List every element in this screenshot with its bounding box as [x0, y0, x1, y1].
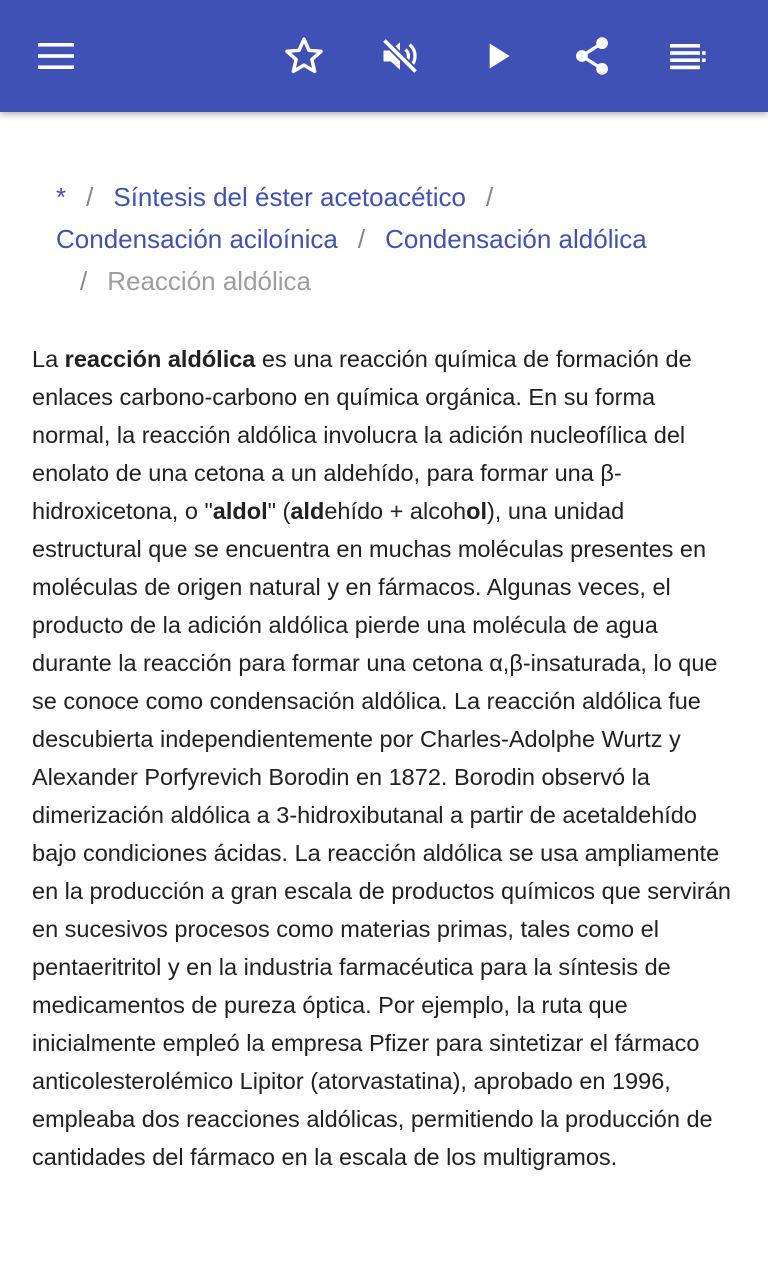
breadcrumb-separator: / — [86, 182, 94, 212]
breadcrumb-separator: / — [357, 224, 366, 254]
playlist-icon — [668, 36, 708, 76]
article-text: " ( — [267, 498, 291, 524]
share-icon — [570, 34, 614, 78]
breadcrumb-link-ester-synthesis[interactable]: Síntesis del éster acetoacético — [113, 182, 466, 212]
breadcrumb-line-1 — [56, 176, 736, 218]
article-body — [32, 340, 736, 1176]
article-bold-term: ald — [290, 498, 325, 524]
breadcrumb — [56, 176, 736, 302]
toc-button[interactable] — [656, 24, 720, 88]
breadcrumb-separator: / — [486, 182, 494, 212]
article-text: La — [32, 346, 65, 372]
breadcrumb-current: Reacción aldólica — [107, 266, 312, 296]
content-area — [0, 112, 768, 1280]
article-bold-term: ol — [466, 498, 487, 524]
breadcrumb-home-link[interactable]: * — [56, 182, 67, 212]
breadcrumb-link-aldol-condensation[interactable]: Condensación aldólica — [385, 224, 647, 254]
breadcrumb-link-acyloin[interactable]: Condensación aciloínica — [56, 224, 338, 254]
article-bold-term: reacción aldólica — [64, 346, 256, 372]
breadcrumb-line-2 — [56, 218, 736, 260]
app-bar — [0, 0, 768, 112]
play-icon — [478, 36, 518, 76]
article-text: es una reacción química de formación de enlaces carbono-carbono en química orgánica. En su forma normal, la reacción aldólica involucra la adición nucleofílica del enolato de una cetona a un aldehído, para formar una β-hidroxicetona, o " — [32, 346, 692, 524]
play-button[interactable] — [466, 24, 530, 88]
article-paragraph — [32, 340, 736, 1176]
breadcrumb-separator: / — [80, 266, 88, 296]
menu-button[interactable] — [24, 24, 88, 88]
article-text: ehído + alcoh — [324, 498, 467, 524]
mute-button[interactable] — [368, 24, 432, 88]
article-text: ), una unidad estructural que se encuentra en muchas moléculas presentes en moléculas de origen natural y en fármacos. Algunas veces, el producto de la adición aldólica pierde una molécula de agua durante la reacción para formar una cetona α,β-insaturada, lo que se conoce como condensación aldólica. La reacción aldólica fue descubierta independientemente por Charles-Adolphe Wurtz y Alexander Porfyrevich Borodin en 1872. Borodin observó la dimerización aldólica a 3-hidroxibutanal a partir de acetaldehído bajo condiciones ácidas. La reacción aldólica se usa ampliamente en la producción a gran escala de productos químicos que servirán en sucesivos procesos como materias primas, tales como el pentaeritritol y en la industria farmacéutica para la síntesis de medicamentos de pureza óptica. Por ejemplo, la ruta que inicialmente empleó la empresa Pfizer para sintetizar el fármaco anticolesterolémico Lipitor (atorvastatina), aprobado en 1996, empleaba dos reacciones aldólicas, permitiendo la producción de cantidades del fármaco en la escala de los multigramos. — [32, 498, 731, 1170]
article-bold-term: aldol — [212, 498, 268, 524]
favorite-button[interactable] — [272, 24, 336, 88]
menu-icon — [36, 36, 76, 76]
breadcrumb-line-3 — [56, 260, 736, 302]
volume-off-icon — [378, 34, 422, 78]
share-button[interactable] — [560, 24, 624, 88]
star-outline-icon — [282, 34, 326, 78]
